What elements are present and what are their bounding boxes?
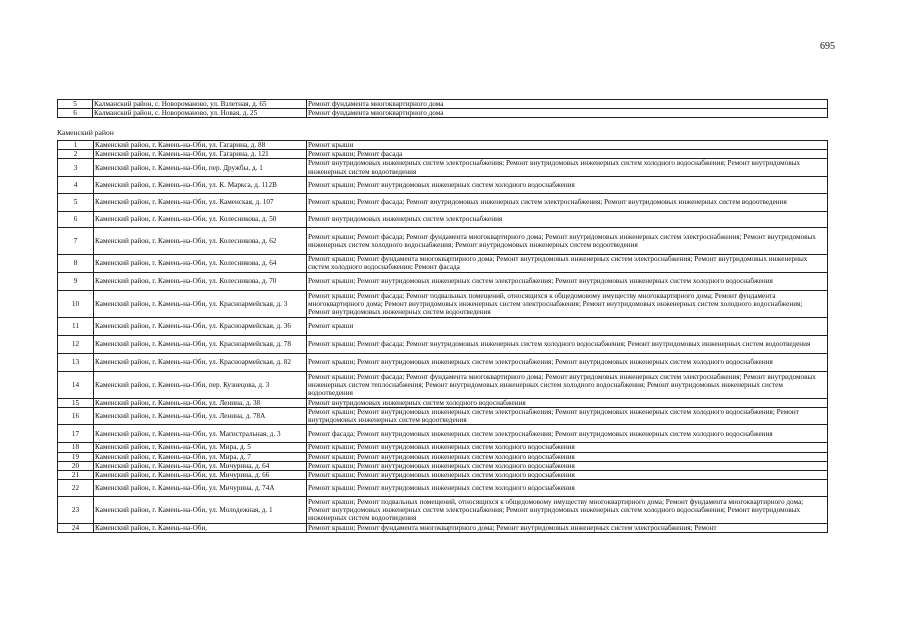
row-address: Каменский район, г. Камень-на-Оби, — [94, 524, 307, 533]
row-number: 5 — [58, 100, 93, 109]
table-row — [58, 141, 828, 150]
row-number: 1 — [58, 141, 94, 150]
row-address: Каменский район, г. Камень-на-Оби, ул. Магистральная, д. 3 — [94, 425, 307, 443]
row-number: 4 — [58, 176, 94, 193]
table-row — [58, 335, 828, 353]
row-address: Каменский район, г. Камень-на-Оби, ул. Колесникова, д. 50 — [94, 211, 307, 227]
row-number: 22 — [58, 480, 94, 497]
table-row — [58, 480, 828, 497]
row-works: Ремонт крыши; Ремонт подвальных помещений, относящихся к общедомовому имуществу многоквартирного дома; Ремонт фундамента многоквартирного дома; Ремонт внутридомовых инженерных систем электроснабжения; Ремонт внутридомовых инженерных систем холодного водоснабжения; Ремонт внутридомовых инженерных систем водоотведения — [307, 497, 828, 524]
row-address: Каменский район, г. Камень-на-Оби, пер. Дружбы, д. 1 — [94, 159, 307, 176]
table-row — [58, 193, 828, 211]
row-number: 9 — [58, 272, 94, 290]
table-row — [58, 109, 828, 118]
row-number: 10 — [58, 290, 94, 317]
row-address: Каменский район, г. Камень-на-Оби, ул. Красноармейская, д. 82 — [94, 353, 307, 371]
table-row — [58, 290, 828, 317]
row-address: Каменский район, г. Камень-на-Оби, ул. Колесникова, д. 64 — [94, 254, 307, 272]
row-number: 20 — [58, 461, 94, 470]
row-address: Каменский район, г. Камень-на-Оби, ул. Красноармейская, д. 3 — [94, 290, 307, 317]
row-number: 7 — [58, 227, 94, 254]
table-row — [58, 254, 828, 272]
row-works: Ремонт внутридомовых инженерных систем электроснабжения; Ремонт внутридомовых инженерных систем холодного водоснабжения; Ремонт внутридомовых инженерных систем водоотведения — [307, 159, 828, 176]
row-number: 5 — [58, 193, 94, 211]
row-works: Ремонт крыши; Ремонт фасада — [307, 150, 828, 159]
row-works: Ремонт внутридомовых инженерных систем электроснабжения — [307, 211, 828, 227]
row-works: Ремонт крыши; Ремонт внутридомовых инженерных систем холодного водоснабжения — [307, 480, 828, 497]
row-address: Каменский район, г. Камень-на-Оби, ул. Колесникова, д. 62 — [94, 227, 307, 254]
table-row — [58, 461, 828, 470]
row-address: Каменский район, г. Камень-на-Оби, ул. Гагарина, д. 88 — [94, 141, 307, 150]
row-address: Каменский район, г. Камень-на-Оби, ул. Мичурина, д. 64 — [94, 461, 307, 470]
table-row — [58, 471, 828, 480]
table-row — [58, 100, 828, 109]
table-row — [58, 317, 828, 335]
table-row — [58, 353, 828, 371]
row-address: Каменский район, г. Камень-на-Оби, ул. Ленина, д. 38 — [94, 398, 307, 407]
row-works: Ремонт крыши — [307, 317, 828, 335]
row-works: Ремонт крыши; Ремонт фасада; Ремонт фундамента многоквартирного дома; Ремонт внутридомовых инженерных систем электроснабжения; Ремонт внутридомовых инженерных систем холодного водоснабжения; Ремонт внутридомовых инженерных систем водоотведения — [307, 227, 828, 254]
row-address: Каменский район, г. Камень-на-Оби, ул. Молодежная, д. 1 — [94, 497, 307, 524]
row-works: Ремонт крыши; Ремонт внутридомовых инженерных систем холодного водоснабжения — [307, 461, 828, 470]
row-address: Каменский район, г. Камень-на-Оби, ул. К. Маркса, д. 112В — [94, 176, 307, 193]
row-works: Ремонт крыши — [307, 141, 828, 150]
row-number: 3 — [58, 159, 94, 176]
table-row — [58, 150, 828, 159]
table-row — [58, 176, 828, 193]
row-number: 8 — [58, 254, 94, 272]
table-row — [58, 408, 828, 425]
previous-district-table — [57, 99, 828, 118]
table-row — [58, 443, 828, 452]
row-works: Ремонт крыши; Ремонт фундамента многоквартирного дома; Ремонт внутридомовых инженерных систем электроснабжения; Ремонт — [307, 524, 828, 533]
row-address: Каменский район, г. Камень-на-Оби, ул. Красноармейская, д. 36 — [94, 317, 307, 335]
row-works: Ремонт крыши; Ремонт фасада; Ремонт внутридомовых инженерных систем электроснабжения; Ремонт внутридомовых инженерных систем водоотведения — [307, 193, 828, 211]
row-works: Ремонт фасада; Ремонт внутридомовых инженерных систем электроснабжения; Ремонт внутридомовых инженерных систем холодного водоснабжения — [307, 425, 828, 443]
table-row — [58, 524, 828, 533]
table-row — [58, 452, 828, 461]
row-works: Ремонт крыши; Ремонт внутридомовых инженерных систем холодного водоснабжения — [307, 471, 828, 480]
row-address: Каменский район, г. Камень-на-Оби, ул. Гагарина, д. 121 — [94, 150, 307, 159]
table-row — [58, 272, 828, 290]
section-title: Каменский район — [57, 128, 114, 137]
row-number: 12 — [58, 335, 94, 353]
row-number: 18 — [58, 443, 94, 452]
row-address: Каменский район, г. Камень-на-Оби, ул. Колесникова, д. 70 — [94, 272, 307, 290]
row-number: 14 — [58, 371, 94, 398]
page-number: 695 — [820, 41, 835, 52]
row-works: Ремонт крыши; Ремонт фасада; Ремонт подвальных помещений, относящихся к общедомовому имуществу многоквартирного дома; Ремонт фундамента многоквартирного дома; Ремонт внутридомовых инженерных систем электроснабжения; Ремонт внутридомовых инженерных систем холодного водоснабжения; Ремонт внутридомовых инженерных систем водоотведения — [307, 290, 828, 317]
row-number: 11 — [58, 317, 94, 335]
row-number: 2 — [58, 150, 94, 159]
table-row — [58, 425, 828, 443]
row-number: 17 — [58, 425, 94, 443]
row-address: Калманский район, с. Новороманово, ул. Новая, д. 25 — [93, 109, 307, 118]
row-number: 19 — [58, 452, 94, 461]
table-row — [58, 211, 828, 227]
table-row — [58, 371, 828, 398]
row-works: Ремонт фундамента многоквартирного дома — [307, 100, 828, 109]
table-row — [58, 227, 828, 254]
row-number: 6 — [58, 211, 94, 227]
row-address: Каменский район, г. Камень-на-Оби, ул. Мира, д. 7 — [94, 452, 307, 461]
kamensky-district-table — [57, 140, 828, 533]
row-works: Ремонт внутридомовых инженерных систем холодного водоснабжения — [307, 398, 828, 407]
row-address: Каменский район, г. Камень-на-Оби, ул. Каменская, д. 107 — [94, 193, 307, 211]
row-address: Каменский район, г. Камень-на-Оби, ул. Ленина, д. 78А — [94, 408, 307, 425]
table-row — [58, 398, 828, 407]
row-works: Ремонт крыши; Ремонт внутридомовых инженерных систем холодного водоснабжения — [307, 452, 828, 461]
row-number: 6 — [58, 109, 93, 118]
row-works: Ремонт крыши; Ремонт внутридомовых инженерных систем электроснабжения; Ремонт внутридомовых инженерных систем холодного водоснабжения — [307, 353, 828, 371]
row-number: 15 — [58, 398, 94, 407]
row-number: 21 — [58, 471, 94, 480]
row-number: 23 — [58, 497, 94, 524]
row-address: Каменский район, г. Камень-на-Оби, ул. Мичурина, д. 74А — [94, 480, 307, 497]
row-address: Калманский район, с. Новороманово, ул. Взлетная, д. 65 — [93, 100, 307, 109]
row-works: Ремонт фундамента многоквартирного дома — [307, 109, 828, 118]
row-works: Ремонт крыши; Ремонт внутридомовых инженерных систем холодного водоснабжения — [307, 443, 828, 452]
row-address: Каменский район, г. Камень-на-Оби, ул. Мира, д. 5 — [94, 443, 307, 452]
row-number: 24 — [58, 524, 94, 533]
row-works: Ремонт крыши; Ремонт фасада; Ремонт внутридомовых инженерных систем холодного водоснабжения; Ремонт внутридомовых инженерных систем водоотведения — [307, 335, 828, 353]
row-works: Ремонт крыши; Ремонт внутридомовых инженерных систем холодного водоснабжения — [307, 176, 828, 193]
row-address: Каменский район, г. Камень-на-Оби, ул. Мичурина, д. 66 — [94, 471, 307, 480]
row-number: 16 — [58, 408, 94, 425]
row-works: Ремонт крыши; Ремонт фасада; Ремонт фундамента многоквартирного дома; Ремонт внутридомовых инженерных систем электроснабжения; Ремонт внутридомовых инженерных систем теплоснабжения; Ремонт внутридомовых инженерных систем холодного водоснабжения; Ремонт внутридомовых инженерных систем водоотведения — [307, 371, 828, 398]
table-row — [58, 497, 828, 524]
row-works: Ремонт крыши; Ремонт внутридомовых инженерных систем электроснабжения; Ремонт внутридомовых инженерных систем холодного водоснабжения; Ремонт внутридомовых инженерных систем водоотведения — [307, 408, 828, 425]
row-address: Каменский район, г. Камень-на-Оби, ул. Красноармейская, д. 78 — [94, 335, 307, 353]
row-number: 13 — [58, 353, 94, 371]
table-row — [58, 159, 828, 176]
row-address: Каменский район, г. Камень-на-Оби, пер. Кузнецова, д. 3 — [94, 371, 307, 398]
row-works: Ремонт крыши; Ремонт фундамента многоквартирного дома; Ремонт внутридомовых инженерных систем электроснабжения; Ремонт внутридомовых инженерных систем холодного водоснабжения; Ремонт фасада — [307, 254, 828, 272]
row-works: Ремонт крыши; Ремонт внутридомовых инженерных систем электроснабжения; Ремонт внутридомовых инженерных систем холодного водоснабжения — [307, 272, 828, 290]
